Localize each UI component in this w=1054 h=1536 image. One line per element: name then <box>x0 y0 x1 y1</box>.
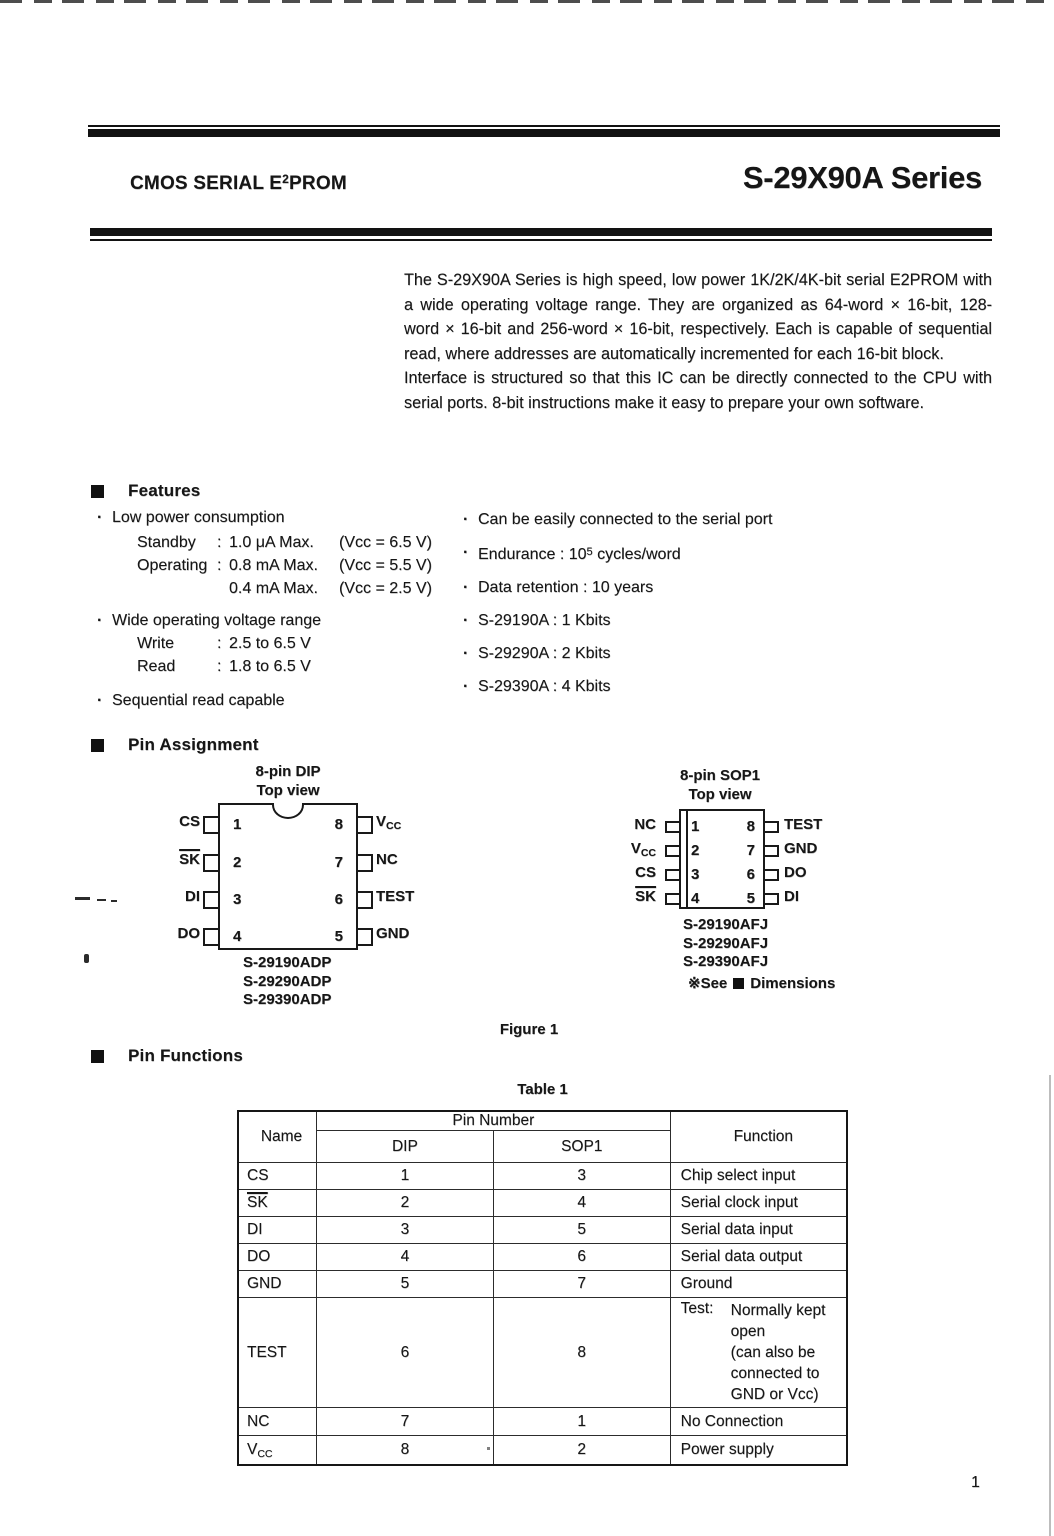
feature-4kbit: · S-29390A : 4 Kbits <box>463 678 611 695</box>
bullet-icon: · <box>97 612 103 629</box>
col-header-name: Name <box>238 1111 317 1163</box>
dip-package-diagram <box>160 758 490 1028</box>
sop-label-cs: CS <box>635 864 656 881</box>
pin-assignment-heading: Pin Assignment <box>91 735 259 755</box>
intro-paragraph-1: The S-29X90A Series is high speed, low power 1K/2K/4K-bit serial E2PROM with a wide operating voltage range. They are organized as 64-word × 16-bit, 128-word × 16-bit and 256-word × 16-bit, respectively. Each is capable of sequential read, where addresses are automatically incremented for each 16-bit block. <box>404 271 992 363</box>
feature-low-power: · Low power consumption <box>97 509 285 526</box>
section-marker-icon <box>91 1050 104 1063</box>
dip-pin-6-icon <box>356 891 373 909</box>
dip-label-nc: NC <box>376 851 398 868</box>
bullet-icon: · <box>97 509 103 526</box>
spec-row: Standby : 1.0 μA Max. (Vcc = 6.5 V) <box>137 534 432 551</box>
features-heading: Features <box>91 481 200 501</box>
sop-pin-5-icon <box>763 893 779 905</box>
feature-sequential: · Sequential read capable <box>97 692 285 709</box>
dip-label-test: TEST <box>376 888 415 905</box>
dip-label-di: DI <box>185 888 200 905</box>
table-row: $\overline{SK}$ 2 4 Serial clock input <box>238 1190 847 1217</box>
feature-low-power-details <box>137 531 457 600</box>
section-marker-icon <box>91 739 104 752</box>
col-header-function: Function <box>670 1111 847 1163</box>
masthead-rule-thick-top <box>88 129 1000 137</box>
bullet-icon: · <box>463 579 469 596</box>
bullet-icon: · <box>463 612 469 629</box>
scan-artifact-dash <box>75 897 90 900</box>
col-header-pin-number: Pin Number <box>317 1111 671 1131</box>
table-row: TEST 6 8 Test: Normally kept open (can also be connected to GND or Vcc) <box>238 1298 847 1408</box>
sop-pin-3-icon <box>665 869 681 881</box>
dip-pin-number: 2 <box>233 854 242 871</box>
sop-pin-number: 7 <box>746 842 755 859</box>
bullet-icon: · <box>463 544 469 561</box>
spec-row: Operating : 0.8 mA Max. (Vcc = 5.5 V) <box>137 557 432 574</box>
sop-pin-number: 1 <box>691 818 700 835</box>
sop-label-nc: NC <box>634 816 656 833</box>
sop-pin-number: 6 <box>746 866 755 883</box>
dip-notch-icon <box>272 803 304 819</box>
intro-paragraphs <box>404 268 992 416</box>
dip-label-sk: $\overline{SK}$ <box>179 851 200 868</box>
masthead-rule-thick-bottom <box>90 228 992 236</box>
table-row: DI 3 5 Serial data input <box>238 1217 847 1244</box>
dip-pin-1-icon <box>203 816 220 834</box>
sop-pin-1-icon <box>665 821 681 833</box>
sop-label-test: TEST <box>784 816 823 833</box>
sop-package-diagram <box>600 760 940 1010</box>
dip-pin-number: 8 <box>334 816 343 833</box>
see-dimensions-note: ※See Dimensions <box>688 974 836 992</box>
sop-label-vcc: $V_{CC}$ <box>630 840 656 859</box>
feature-voltage-range: · Wide operating voltage range <box>97 612 322 629</box>
dip-pin-number: 3 <box>233 891 242 908</box>
sop-title: 8-pin SOP1 Top view <box>679 767 761 803</box>
dip-pin-4-icon <box>203 928 220 946</box>
pin-functions-table <box>237 1110 848 1466</box>
dip-pin-number: 4 <box>233 928 242 945</box>
sop-label-sk: $\overline{SK}$ <box>635 888 656 905</box>
col-header-dip: DIP <box>317 1131 494 1163</box>
dip-body <box>218 803 358 950</box>
bullet-icon: · <box>463 511 469 528</box>
dip-label-gnd: GND <box>376 925 410 942</box>
feature-1kbit: · S-29190A : 1 Kbits <box>463 612 611 629</box>
table-row: $V_{CC}$ 8 2 Power supply <box>238 1436 847 1466</box>
table-row: DO 4 6 Serial data output <box>238 1244 847 1271</box>
dimensions-square-icon <box>733 978 744 989</box>
dip-pin-5-icon <box>356 928 373 946</box>
test-function-text: Test: Normally kept open (can also be connected to GND or Vcc) <box>680 1300 826 1403</box>
sop-part-numbers: S-29190AFJ S-29290AFJ S-29390AFJ <box>683 916 769 970</box>
table-row: GND 5 7 Ground <box>238 1271 847 1298</box>
sop-inner-line <box>686 811 688 907</box>
sop-pin-7-icon <box>763 845 779 857</box>
sop-pin-number: 2 <box>691 842 700 859</box>
col-header-sop1: SOP1 <box>493 1131 670 1163</box>
sop-pin-4-icon <box>665 893 681 905</box>
sop-pin-number: 3 <box>691 866 700 883</box>
feature-2kbit: · S-29290A : 2 Kbits <box>463 645 611 662</box>
masthead-rule-thin-bottom <box>90 239 992 241</box>
page-number: 1 <box>971 1474 980 1491</box>
bullet-icon: · <box>463 645 469 662</box>
table-header-row <box>238 1111 847 1131</box>
sop-label-di: DI <box>784 888 799 905</box>
sop-pin-8-icon <box>763 821 779 833</box>
dip-label-cs: CS <box>179 813 200 830</box>
sop-label-gnd: GND <box>784 840 818 857</box>
section-marker-icon <box>91 485 104 498</box>
dip-label-do: DO <box>177 925 200 942</box>
document-type-title: CMOS SERIAL $E^2PROM$ <box>130 172 347 194</box>
series-title: S-29X90A Series <box>742 160 982 195</box>
dip-pin-2-icon <box>203 854 220 872</box>
figure-caption: Figure 1 <box>499 1021 559 1038</box>
dip-part-numbers: S-29190ADP S-29290ADP S-29390ADP <box>243 954 332 1008</box>
dip-pin-number: 1 <box>233 816 242 833</box>
scan-artifact-dash <box>97 899 106 901</box>
feature-voltage-details <box>137 633 457 678</box>
bullet-icon: · <box>463 678 469 695</box>
table-row: NC 7 1 No Connection <box>238 1408 847 1436</box>
sop-body <box>679 809 765 909</box>
features-right-column <box>463 510 883 710</box>
dip-pin-number: 7 <box>334 854 343 871</box>
sop-pin-number: 4 <box>691 890 700 907</box>
dip-pin-8-icon <box>356 816 373 834</box>
dip-title: 8-pin DIP Top view <box>255 763 321 799</box>
feature-endurance: · Endurance : $10^5$ cycles/word <box>463 544 681 563</box>
sop-pin-number: 5 <box>746 890 755 907</box>
spec-row: Read : 1.8 to 6.5 V <box>137 657 311 675</box>
feature-serial-port: · Can be easily connected to the serial port <box>463 511 773 528</box>
sop-pin-2-icon <box>665 845 681 857</box>
table-row: CS 1 3 Chip select input <box>238 1163 847 1190</box>
scan-artifact-edge-line <box>1049 1075 1051 1536</box>
features-left-column <box>97 508 457 710</box>
sop-label-do: DO <box>784 864 807 881</box>
scan-artifact-speck <box>84 954 89 963</box>
dip-pin-3-icon <box>203 891 220 909</box>
intro-paragraph-2: Interface is structured so that this IC can be directly connected to the CPU with serial ports. 8-bit instructions make it easy to prepare your own software. <box>404 369 992 412</box>
pin-functions-heading: Pin Functions <box>91 1046 243 1066</box>
masthead-rule-thin-top <box>88 125 1000 127</box>
feature-retention: · Data retention : 10 years <box>463 579 654 596</box>
sop-pin-6-icon <box>763 869 779 881</box>
scan-artifact-top-line <box>0 0 1054 3</box>
table-caption: Table 1 <box>517 1081 568 1098</box>
spec-row: Write : 2.5 to 6.5 V <box>137 635 311 652</box>
sop-pin-number: 8 <box>746 818 755 835</box>
bullet-icon: · <box>97 692 103 709</box>
dip-pin-number: 5 <box>334 928 343 945</box>
dip-pin-7-icon <box>356 854 373 872</box>
dip-label-vcc: $V_{CC}$ <box>376 813 402 832</box>
scan-artifact-dash <box>111 900 117 902</box>
spec-row: 0.4 mA Max. (Vcc = 2.5 V) <box>229 580 432 597</box>
dip-pin-number: 6 <box>334 891 343 908</box>
